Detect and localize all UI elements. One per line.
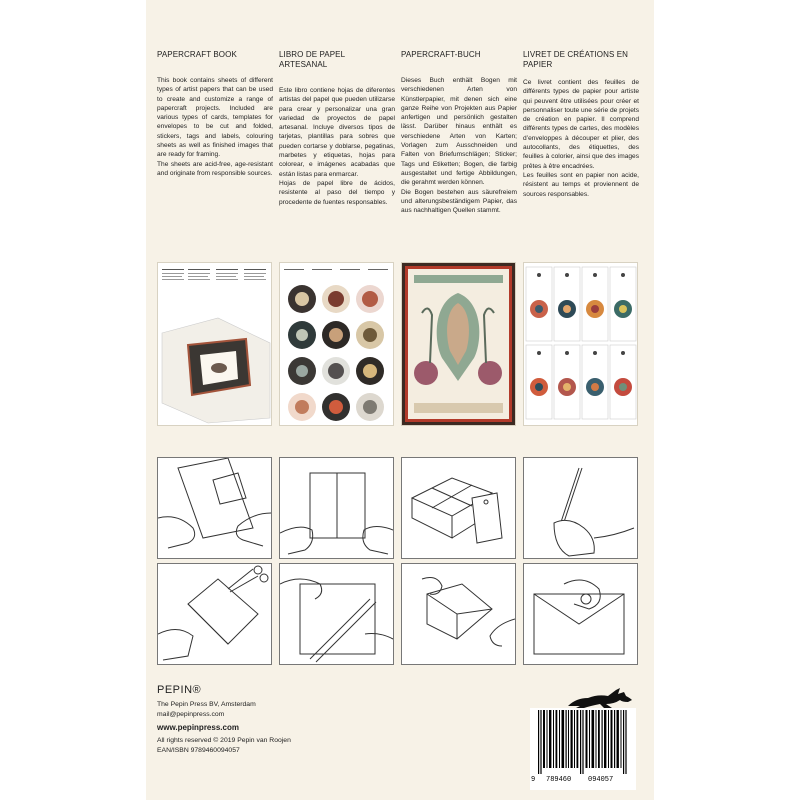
instruction-panel-gift-tag <box>401 457 516 559</box>
column-german <box>401 50 517 215</box>
copyright-notice: All rights reserved © 2019 Pepin van Roojen <box>157 737 291 744</box>
instruction-panel-writing <box>523 457 638 559</box>
hands-folding-envelope-illustration <box>402 564 515 664</box>
instruction-panel-holding-card <box>279 457 394 559</box>
instruction-panel-ruler <box>279 563 394 665</box>
column-paragraph: Les feuilles sont en papier non acide, résistent au temps et proviennent de sources responsables. <box>523 171 639 198</box>
instruction-panel-sealing <box>523 563 638 665</box>
publisher-imprint <box>157 684 291 755</box>
column-title: LIVRET DE CRÉATIONS EN PAPIER <box>523 50 629 69</box>
column-title: PAPERCRAFT-BUCH <box>401 50 481 59</box>
hare-logo-icon <box>566 686 636 710</box>
publisher-email: mail@pepinpress.com <box>157 710 225 718</box>
column-english <box>157 50 273 178</box>
instruction-panel-folding-envelope <box>401 563 516 665</box>
barcode-right-digits: 094057 <box>588 776 614 784</box>
instruction-panel-cutting <box>157 563 272 665</box>
thumbnail-framed-peacock <box>401 262 516 426</box>
barcode-left-digits: 789460 <box>546 776 572 784</box>
column-paragraph: The sheets are acid-free, age-resistant and originate from responsible sources. <box>157 160 273 177</box>
gift-tag-on-box-illustration <box>402 458 515 558</box>
publisher-website: www.pepinpress.com <box>157 723 239 732</box>
envelope-template-image <box>158 263 271 425</box>
column-paragraph: Hojas de papel libre de ácidos, resistente al paso del tiempo y procedente de fuentes responsables. <box>279 179 395 206</box>
column-spanish <box>279 50 395 207</box>
isbn-barcode <box>530 708 636 790</box>
thumbnail-sticker-sheet <box>279 262 394 426</box>
hands-holding-card-illustration <box>280 458 393 558</box>
column-paragraph: Este libro contiene hojas de diferentes artistas del papel que pueden utilizarse para crear y personalizar una gran variedad de proyectos de papel artesanal. Incluye diversos tipos de tarjetas, plantillas para sobres que pueden cortarse y doblarse, pegatinas, marbetes y etiquetas, hojas para colorear, e imágenes acabadas que están listas para enmarcar. <box>279 87 395 178</box>
gift-tags-image <box>524 263 637 425</box>
framed-peacock-image <box>402 263 515 425</box>
column-paragraph: Dieses Buch enthält Bogen mit verschiedenen Arten von Künstlerpapier, mit denen sich eine ganze Reihe von Projekten aus Papier anfertigen und persönlich gestalten lässt. Darüber hinaus enthält es verschiedene Arten von Karten; Vorlagen zum Ausschneiden und Falten von Briefumschlägen; Sticker; Tags und Etiketten; Bogen, die farbig ausgestaltet und fertige Abbildungen, die gerahmt werden können. <box>401 77 517 187</box>
hands-folding-paper-illustration <box>158 458 271 558</box>
barcode-bars <box>530 708 636 774</box>
hand-sealing-envelope-illustration <box>524 564 637 664</box>
sticker-sheet-image <box>280 263 393 425</box>
isbn-line: EAN/ISBN 9789460094057 <box>157 746 240 754</box>
column-paragraph: This book contains sheets of different types of artist papers that can be used to create and customize a range of papercraft projects. Included are various types of cards, templates for envelopes to be cut and folded, stickers, tags and labels, colouring sheets as well as finished images that are ready for framing. <box>157 77 273 159</box>
scissors-cutting-envelope-illustration <box>158 564 271 664</box>
column-paragraph: Ce livret contient des feuilles de différents types de papier pour artiste qui peuvent être utilisées pour créer et personnaliser toute une série de projets de création en papier. Il comprend différents types de cartes, des modèles d’enveloppes à découper et plier, des autocollants, des étiquettes, des feuilles à colorier, ainsi que des images prêtes à être encadrées. <box>523 79 639 170</box>
column-paragraph: Die Bogen bestehen aus säurefreiem und alterungsbeständigem Papier, das aus nachhaltigen Quellen stammt. <box>401 188 517 215</box>
hand-writing-illustration <box>524 458 637 558</box>
publisher-brand: PEPIN® <box>157 684 202 696</box>
thumbnail-envelope-template <box>157 262 272 426</box>
ruler-scoring-illustration <box>280 564 393 664</box>
publisher-company: The Pepin Press BV, Amsterdam <box>157 701 256 708</box>
barcode-lead-digit: 9 <box>531 776 536 784</box>
column-french <box>523 50 639 199</box>
column-title: LIBRO DE PAPEL ARTESANAL <box>279 50 345 69</box>
thumbnail-gift-tags <box>523 262 638 426</box>
column-title: PAPERCRAFT BOOK <box>157 50 237 59</box>
instruction-panel-folding-paper <box>157 457 272 559</box>
